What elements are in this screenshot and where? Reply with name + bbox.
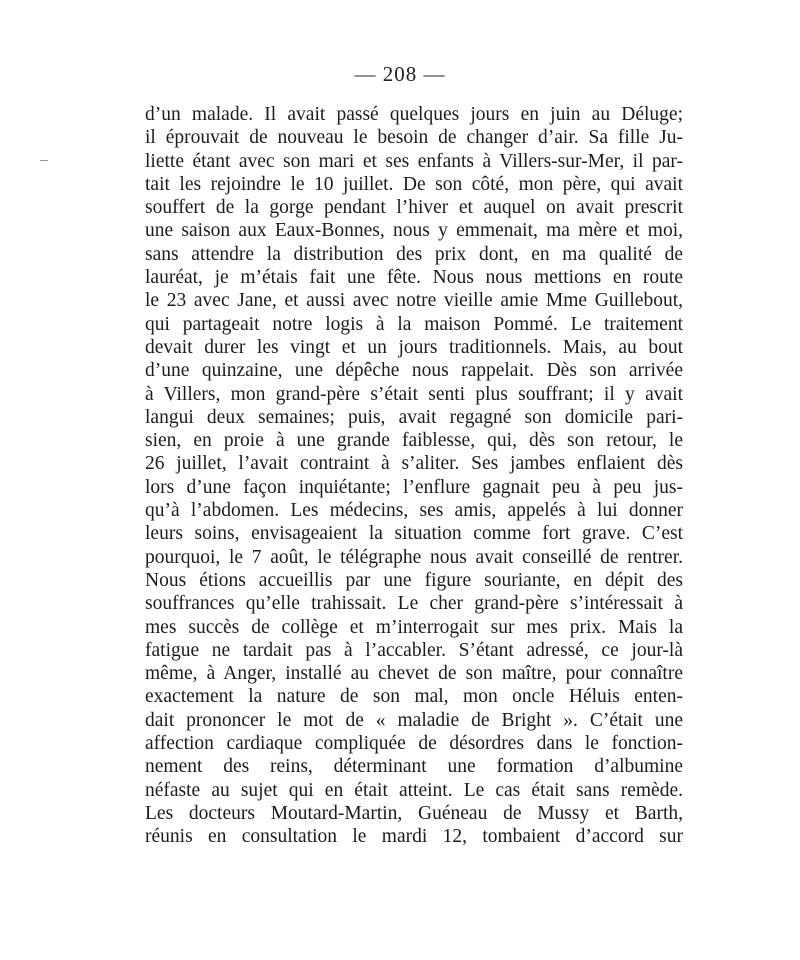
page-number: — 208 — xyxy=(354,62,446,86)
text-line: sien, en proie à une grande faiblesse, qui, dès son retour, le xyxy=(145,430,683,452)
text-line: lors d’une façon inquiétante; l’enflure gagnait peu à peu jus- xyxy=(145,476,683,498)
text-line: tait les rejoindre le 10 juillet. De son côté, mon père, qui avait xyxy=(145,173,683,195)
body-text xyxy=(145,103,683,849)
text-line: liette étant avec son mari et ses enfants à Villers-sur-Mer, il par- xyxy=(145,150,683,172)
text-line: fatigue ne tardait pas à l’accabler. S’étant adressé, ce jour-là xyxy=(145,639,683,661)
text-line: lauréat, je m’étais fait une fête. Nous nous mettions en route xyxy=(145,267,683,289)
text-line: langui deux semaines; puis, avait regagné son domicile pari- xyxy=(145,406,683,428)
text-line: même, à Anger, installé au chevet de son maître, pour connaître xyxy=(145,663,683,685)
text-line: affection cardiaque compliquée de désordres dans le fonction- xyxy=(145,733,683,755)
text-line: Les docteurs Moutard-Martin, Guéneau de Mussy et Barth, xyxy=(145,802,683,824)
text-line: une saison aux Eaux-Bonnes, nous y emmenait, ma mère et moi, xyxy=(145,220,683,242)
text-line: d’une quinzaine, une dépêche nous rappelait. Dès son arrivée xyxy=(145,360,683,382)
text-line: d’un malade. Il avait passé quelques jours en juin au Déluge; xyxy=(145,104,683,125)
text-line: qu’à l’abdomen. Les médecins, ses amis, appelés à lui donner xyxy=(145,500,683,522)
text-line: qui partageait notre logis à la maison Pommé. Le traitement xyxy=(145,313,683,335)
text-line: souffrances qu’elle trahissait. Le cher grand-père s’intéressait à xyxy=(145,593,683,615)
text-line: sans attendre la distribution des prix dont, en ma qualité de xyxy=(145,243,683,265)
text-line: pourquoi, le 7 août, le télégraphe nous avait conseillé de rentrer. xyxy=(145,546,683,568)
text-line: devait durer les vingt et un jours traditionnels. Mais, au bout xyxy=(145,336,683,358)
text-line: réunis en consultation le mardi 12, tombaient d’accord sur xyxy=(145,826,683,848)
text-line: souffert de la gorge pendant l’hiver et auquel on avait prescrit xyxy=(145,197,683,219)
text-line: 26 juillet, l’avait contraint à s’aliter. Ses jambes enflaient dès xyxy=(145,453,683,475)
text-line: exactement la nature de son mal, mon oncle Héluis enten- xyxy=(145,686,683,708)
text-line: le 23 avec Jane, et aussi avec notre vieille amie Mme Guillebout, xyxy=(145,290,683,312)
text-line: mes succès de collège et m’interrogait sur mes prix. Mais la xyxy=(145,616,683,638)
text-line: il éprouvait de nouveau le besoin de changer d’air. Sa fille Ju- xyxy=(145,127,683,149)
text-line: leurs soins, envisageaient la situation comme fort grave. C’est xyxy=(145,523,683,545)
text-line: dait prononcer le mot de « maladie de Bright ». C’était une xyxy=(145,709,683,731)
text-line: néfaste au sujet qui en était atteint. Le cas était sans remède. xyxy=(145,779,683,801)
text-line: nement des reins, déterminant une formation d’albumine xyxy=(145,756,683,778)
margin-mark xyxy=(40,160,48,161)
text-line: Nous étions accueillis par une figure souriante, en dépit des xyxy=(145,569,683,591)
text-line: à Villers, mon grand-père s’était senti plus souffrant; il y avait xyxy=(145,383,683,405)
